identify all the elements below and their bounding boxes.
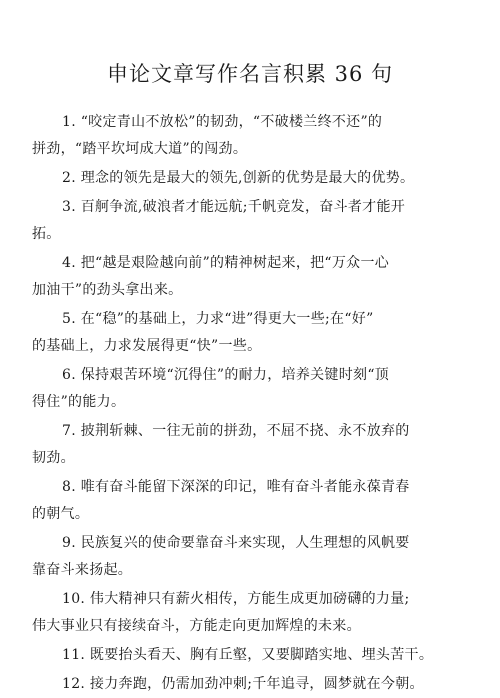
list-item-line: 7. 披荆斩棘、一往无前的拼劲，不屈不挠、永不放弃的 [62, 423, 410, 439]
list-item [32, 474, 458, 528]
list-item [32, 530, 458, 584]
list-item-line: 9. 民族复兴的使命要靠奋斗来实现，人生理想的风帆要 [62, 535, 410, 551]
list-item-line: 的朝气。 [32, 506, 90, 522]
quote-list [32, 109, 458, 698]
list-item [32, 418, 458, 472]
list-item-line: 靠奋斗来扬起。 [32, 562, 133, 578]
list-item-line: 1. “咬定青山不放松”的韧劲，“不破楼兰终不还”的 [62, 114, 383, 130]
list-item [32, 642, 458, 669]
list-item-line: 拓。 [32, 226, 61, 242]
list-item-line: 2. 理念的领先是最大的领先,创新的优势是最大的优势。 [62, 170, 415, 186]
list-item-line: 8. 唯有奋斗能留下深深的印记，唯有奋斗者能永葆青春 [62, 479, 410, 495]
list-item-line: 5. 在“稳”的基础上，力求“进”得更大一些;在“好” [62, 311, 374, 327]
list-item-line: 3. 百舸争流,破浪者才能远航;千帆竞发，奋斗者才能开 [62, 199, 406, 215]
list-item [32, 250, 458, 304]
list-item-line: 6. 保持艰苦环境“沉得住”的耐力，培养关键时刻“顶 [62, 367, 390, 383]
list-item-line: 的基础上，力求发展得更“快”一些。 [32, 338, 262, 354]
list-item [32, 586, 458, 640]
list-item [32, 194, 458, 248]
list-item-line: 拼劲，“踏平坎坷成大道”的闯劲。 [32, 141, 248, 157]
list-item-line: 伟大事业只有接续奋斗，方能走向更加辉煌的未来。 [32, 618, 361, 634]
list-item [32, 362, 458, 416]
list-item-line: 得住”的能力。 [32, 394, 126, 410]
list-item-line: 韧劲。 [32, 450, 75, 466]
list-item-line: 10. 伟大精神只有薪火相传，方能生成更加磅礴的力量; [62, 591, 410, 607]
list-item-line: 4. 把“越是艰险越向前”的精神树起来，把“万众一心 [62, 255, 390, 271]
list-item-line: 11. 既要抬头看天、胸有丘壑，又要脚踏实地、埋头苦干。 [62, 647, 434, 663]
list-item-line: 加油干”的劲头拿出来。 [32, 282, 183, 298]
document-title: 申论文章写作名言积累 36 句 [106, 62, 394, 86]
list-item [32, 109, 458, 163]
list-item-line: 12. 接力奔跑，仍需加劲冲刺;千年追寻，圆梦就在今朝。 [62, 676, 424, 692]
list-item [32, 165, 458, 192]
list-item [32, 306, 458, 360]
list-item [32, 671, 458, 698]
